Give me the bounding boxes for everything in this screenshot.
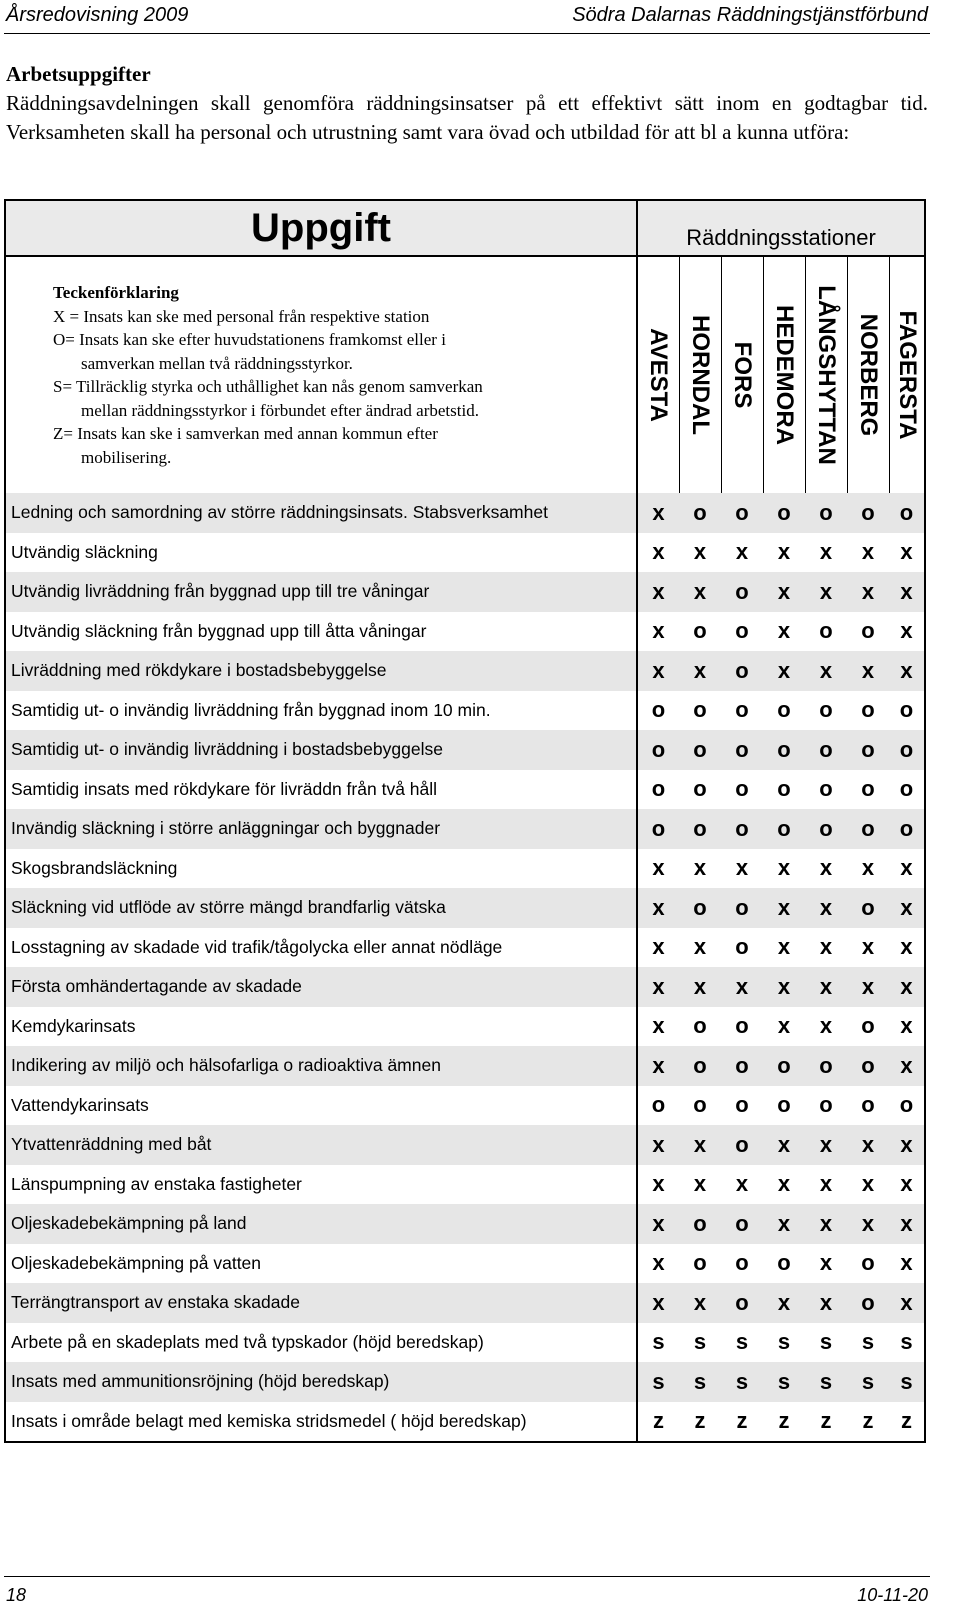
table-row	[5, 493, 925, 533]
task-cell: Invändig släckning i större anläggningar och byggnader	[5, 809, 637, 849]
task-cell: Indikering av miljö och hälsofarliga o radioaktiva ämnen	[5, 1046, 637, 1086]
value-cell: x	[889, 849, 925, 889]
value-cell: o	[693, 776, 707, 802]
value-cell: o	[777, 1092, 791, 1118]
value-cell: s	[693, 1329, 707, 1355]
value-cell: x	[777, 1013, 791, 1039]
value-cell: x	[819, 934, 833, 960]
value-cell: o	[763, 809, 805, 849]
value-cell: x	[679, 1283, 721, 1323]
value-cell: x	[819, 1250, 833, 1276]
station-header-fors	[721, 256, 763, 493]
station-header-fagersta	[889, 256, 925, 493]
value-cell: o	[777, 1250, 791, 1276]
value-cell: x	[847, 1204, 889, 1244]
value-cell: o	[847, 1283, 889, 1323]
station-label: LÅNGSHYTTAN	[813, 285, 840, 465]
value-cell: o	[805, 1046, 847, 1086]
task-cell: Första omhändertagande av skadade	[5, 967, 637, 1007]
value-cell: x	[679, 967, 721, 1007]
value-cell: x	[735, 539, 749, 565]
value-cell: o	[889, 770, 925, 810]
value-cell: x	[652, 1013, 665, 1039]
value-cell: o	[861, 618, 875, 644]
value-cell: o	[847, 730, 889, 770]
value-cell: x	[889, 928, 925, 968]
value-cell: x	[652, 539, 665, 565]
stations-column-header: Räddningsstationer	[637, 200, 925, 256]
task-cell: Utvändig släckning	[5, 533, 637, 573]
task-cell: Utvändig livräddning från byggnad upp till tre våningar	[5, 572, 637, 612]
legend-cell	[5, 256, 637, 493]
value-cell: z	[721, 1402, 763, 1443]
station-label: FAGERSTA	[893, 310, 921, 440]
header-divider	[4, 33, 930, 34]
value-cell: o	[735, 697, 749, 723]
value-cell: o	[735, 1250, 749, 1276]
value-cell: o	[847, 1046, 889, 1086]
table-row	[5, 1283, 925, 1323]
value-cell: x	[889, 1165, 925, 1205]
value-cell: o	[889, 730, 925, 770]
task-cell: Vattendykarinsats	[5, 1086, 637, 1126]
value-cell: o	[679, 809, 721, 849]
value-cell: x	[847, 967, 889, 1007]
value-cell: s	[889, 1323, 925, 1363]
value-cell: x	[889, 533, 925, 573]
value-cell: o	[693, 1013, 707, 1039]
task-cell: Samtidig ut- o invändig livräddning i bostadsbebyggelse	[5, 730, 637, 770]
value-cell: x	[679, 651, 721, 691]
station-label: FORS	[729, 341, 756, 409]
value-cell: x	[763, 1283, 805, 1323]
task-cell: Terrängtransport av enstaka skadade	[5, 1283, 637, 1323]
legend-title: Teckenförklaring	[53, 283, 179, 302]
station-header-avesta	[637, 256, 679, 493]
value-cell: x	[889, 1204, 925, 1244]
value-cell: x	[889, 1244, 925, 1284]
value-cell: x	[721, 967, 763, 1007]
table-row	[5, 1402, 925, 1443]
value-cell: o	[693, 1250, 707, 1276]
page-number: 18	[6, 1585, 27, 1605]
task-cell: Insats med ammunitionsröjning (höjd beredskap)	[5, 1362, 637, 1402]
value-cell: s	[721, 1362, 763, 1402]
station-label: HORNDAL	[687, 315, 714, 435]
table-row	[5, 1046, 925, 1086]
task-cell: Länspumpning av enstaka fastigheter	[5, 1165, 637, 1205]
value-cell: x	[889, 967, 925, 1007]
value-cell: x	[777, 1171, 791, 1197]
value-cell: o	[819, 776, 833, 802]
value-cell: s	[679, 1362, 721, 1402]
value-cell: o	[679, 1204, 721, 1244]
value-cell: s	[847, 1362, 889, 1402]
table-row	[5, 1086, 925, 1126]
value-cell: o	[721, 1125, 763, 1165]
value-cell: x	[637, 967, 679, 1007]
value-cell: o	[693, 1092, 707, 1118]
value-cell: x	[847, 651, 889, 691]
value-cell: x	[819, 1013, 833, 1039]
value-cell: x	[637, 1204, 679, 1244]
value-cell: x	[652, 1250, 665, 1276]
footer-divider	[4, 1576, 930, 1577]
table-row	[5, 770, 925, 810]
value-cell: s	[637, 1362, 679, 1402]
legend-s-cont: mellan räddningsstyrkor i förbundet efter ändrad arbetstid.	[81, 400, 479, 420]
table-row	[5, 691, 925, 731]
value-cell: o	[651, 1092, 666, 1118]
value-cell: x	[805, 1204, 847, 1244]
value-cell: s	[763, 1362, 805, 1402]
value-cell: x	[763, 572, 805, 612]
value-cell: x	[652, 934, 665, 960]
header-report-title: Årsredovisning 2009	[6, 4, 189, 26]
value-cell: x	[637, 1125, 679, 1165]
value-cell: z	[763, 1402, 805, 1443]
value-cell: x	[777, 539, 791, 565]
value-cell: x	[652, 618, 665, 644]
value-cell: o	[847, 493, 889, 533]
task-cell: Oljeskadebekämpning på vatten	[5, 1244, 637, 1284]
value-cell: x	[819, 1171, 833, 1197]
value-cell: s	[735, 1329, 749, 1355]
value-cell: z	[679, 1402, 721, 1443]
table-row	[5, 967, 925, 1007]
value-cell: x	[637, 572, 679, 612]
value-cell: x	[652, 1171, 665, 1197]
value-cell: x	[889, 651, 925, 691]
footer-date: 10-11-20	[857, 1585, 928, 1605]
value-cell: x	[693, 1171, 707, 1197]
value-cell: z	[847, 1402, 889, 1443]
value-cell: x	[847, 572, 889, 612]
value-cell: x	[805, 651, 847, 691]
value-cell: o	[721, 651, 763, 691]
table-row	[5, 1204, 925, 1244]
value-cell: o	[651, 697, 666, 723]
table-row	[5, 849, 925, 889]
value-cell: x	[763, 967, 805, 1007]
value-cell: o	[819, 1092, 833, 1118]
value-cell: x	[763, 1125, 805, 1165]
task-cell: Ytvattenräddning med båt	[5, 1125, 637, 1165]
table-row	[5, 572, 925, 612]
value-cell: x	[805, 572, 847, 612]
table-row	[5, 1244, 925, 1284]
value-cell: x	[735, 855, 749, 881]
value-cell: s	[805, 1362, 847, 1402]
value-cell: o	[721, 730, 763, 770]
value-cell: o	[889, 691, 925, 731]
value-cell: o	[861, 1092, 875, 1118]
value-cell: o	[861, 1013, 875, 1039]
table-row	[5, 809, 925, 849]
value-cell: x	[679, 572, 721, 612]
value-cell: o	[805, 809, 847, 849]
value-cell: o	[735, 934, 749, 960]
value-cell: x	[637, 888, 679, 928]
value-cell: o	[889, 1086, 925, 1126]
value-cell: o	[721, 888, 763, 928]
header-organization: Södra Dalarnas Räddningstjänstförbund	[572, 4, 928, 26]
task-cell: Insats i område belagt med kemiska stridsmedel ( höjd beredskap)	[5, 1402, 637, 1443]
legend-s: S= Tillräcklig styrka och uthållighet kan nås genom samverkan	[53, 377, 483, 396]
table-row	[5, 612, 925, 652]
value-cell: x	[777, 618, 791, 644]
value-cell: o	[735, 1013, 749, 1039]
value-cell: o	[721, 572, 763, 612]
value-cell: o	[805, 730, 847, 770]
value-cell: o	[721, 1283, 763, 1323]
value-cell: o	[721, 809, 763, 849]
value-cell: x	[861, 855, 875, 881]
value-cell: o	[651, 776, 666, 802]
value-cell: o	[679, 493, 721, 533]
value-cell: o	[679, 1046, 721, 1086]
value-cell: o	[861, 776, 875, 802]
table-row	[5, 1362, 925, 1402]
value-cell: o	[637, 730, 679, 770]
value-cell: z	[889, 1402, 925, 1443]
station-label: AVESTA	[645, 328, 673, 422]
value-cell: o	[721, 1046, 763, 1086]
task-cell: Släckning vid utflöde av större mängd brandfarlig vätska	[5, 888, 637, 928]
value-cell: x	[763, 651, 805, 691]
task-cell: Livräddning med rökdykare i bostadsbebyggelse	[5, 651, 637, 691]
value-cell: x	[805, 967, 847, 1007]
table-row	[5, 928, 925, 968]
value-cell: s	[777, 1329, 791, 1355]
value-cell: o	[693, 618, 707, 644]
value-cell: o	[819, 618, 833, 644]
value-cell: x	[889, 1283, 925, 1323]
table-row	[5, 730, 925, 770]
value-cell: x	[805, 1125, 847, 1165]
value-cell: o	[847, 809, 889, 849]
value-cell: o	[763, 493, 805, 533]
value-cell: x	[679, 1125, 721, 1165]
value-cell: o	[889, 809, 925, 849]
value-cell: x	[763, 888, 805, 928]
task-cell: Losstagning av skadade vid trafik/tågolycka eller annat nödläge	[5, 928, 637, 968]
task-cell: Kemdykarinsats	[5, 1007, 637, 1047]
value-cell: s	[819, 1329, 833, 1355]
value-cell: x	[889, 612, 925, 652]
value-cell: o	[819, 697, 833, 723]
intro-section	[6, 60, 928, 147]
value-cell: o	[763, 730, 805, 770]
value-cell: o	[735, 776, 749, 802]
value-cell: z	[805, 1402, 847, 1443]
station-label: NORBERG	[855, 313, 882, 437]
legend-z-cont: mobilisering.	[81, 447, 172, 467]
table-row	[5, 888, 925, 928]
value-cell: x	[637, 651, 679, 691]
value-cell: o	[805, 493, 847, 533]
value-cell: o	[637, 809, 679, 849]
table-row	[5, 533, 925, 573]
task-cell: Utvändig släckning från byggnad upp till åtta våningar	[5, 612, 637, 652]
value-cell: x	[861, 1171, 875, 1197]
value-cell: s	[861, 1329, 875, 1355]
value-cell: o	[735, 618, 749, 644]
value-cell: x	[819, 539, 833, 565]
value-cell: x	[889, 1007, 925, 1047]
value-cell: x	[777, 855, 791, 881]
value-cell: x	[805, 888, 847, 928]
task-station-table	[4, 199, 926, 1443]
value-cell: x	[819, 855, 833, 881]
value-cell: z	[637, 1402, 679, 1443]
value-cell: x	[847, 1125, 889, 1165]
value-cell: o	[679, 888, 721, 928]
legend-o-cont: samverkan mellan två räddningsstyrkor.	[81, 353, 353, 373]
station-header-langshyttan	[805, 256, 847, 493]
value-cell: o	[889, 493, 925, 533]
value-cell: o	[721, 493, 763, 533]
table-row	[5, 1165, 925, 1205]
value-cell: x	[693, 539, 707, 565]
task-cell: Samtidig ut- o invändig livräddning från byggnad inom 10 min.	[5, 691, 637, 731]
task-cell: Arbete på en skadeplats med två typskador (höjd beredskap)	[5, 1323, 637, 1363]
value-cell: x	[735, 1171, 749, 1197]
table-row	[5, 651, 925, 691]
task-cell: Oljeskadebekämpning på land	[5, 1204, 637, 1244]
value-cell: o	[861, 1250, 875, 1276]
value-cell: o	[693, 697, 707, 723]
value-cell: o	[735, 1092, 749, 1118]
value-cell: o	[847, 888, 889, 928]
value-cell: x	[861, 539, 875, 565]
value-cell: x	[693, 855, 707, 881]
value-cell: x	[637, 1283, 679, 1323]
value-cell: x	[693, 934, 707, 960]
station-header-horndal	[679, 256, 721, 493]
legend-x: X = Insats kan ske med personal från respektive station	[53, 306, 430, 326]
value-cell: x	[777, 934, 791, 960]
value-cell: x	[652, 855, 665, 881]
value-cell: o	[763, 1046, 805, 1086]
value-cell: o	[861, 697, 875, 723]
legend-o: O= Insats kan ske efter huvudstationens framkomst eller i	[53, 330, 446, 349]
task-cell: Ledning och samordning av större räddningsinsats. Stabsverksamhet	[5, 493, 637, 533]
value-cell: x	[889, 1125, 925, 1165]
legend-z: Z= Insats kan ske i samverkan med annan kommun efter	[53, 424, 438, 443]
station-label: HEDEMORA	[771, 304, 798, 446]
table-row	[5, 1007, 925, 1047]
table-row	[5, 1323, 925, 1363]
task-column-header: Uppgift	[5, 200, 637, 256]
value-cell: o	[721, 1204, 763, 1244]
value-cell: x	[805, 1283, 847, 1323]
station-header-hedemora	[763, 256, 805, 493]
value-cell: o	[777, 697, 791, 723]
value-cell: x	[889, 1046, 925, 1086]
value-cell: x	[637, 493, 679, 533]
section-heading: Arbetsuppgifter	[6, 62, 151, 86]
value-cell: x	[763, 1204, 805, 1244]
value-cell: s	[652, 1329, 665, 1355]
value-cell: x	[637, 1046, 679, 1086]
intro-paragraph: Räddningsavdelningen skall genomföra räddningsinsatser på ett effektivt sätt inom en godtagbar tid. Verksamheten skall ha personal och utrustning samt vara övad och utbildad för att bl a kunna utföra:	[6, 91, 928, 144]
value-cell: x	[861, 934, 875, 960]
value-cell: x	[889, 572, 925, 612]
station-header-norberg	[847, 256, 889, 493]
value-cell: s	[889, 1362, 925, 1402]
task-cell: Skogsbrandsläckning	[5, 849, 637, 889]
value-cell: o	[777, 776, 791, 802]
table-row	[5, 1125, 925, 1165]
task-cell: Samtidig insats med rökdykare för livräddn från två håll	[5, 770, 637, 810]
value-cell: x	[889, 888, 925, 928]
value-cell: o	[679, 730, 721, 770]
